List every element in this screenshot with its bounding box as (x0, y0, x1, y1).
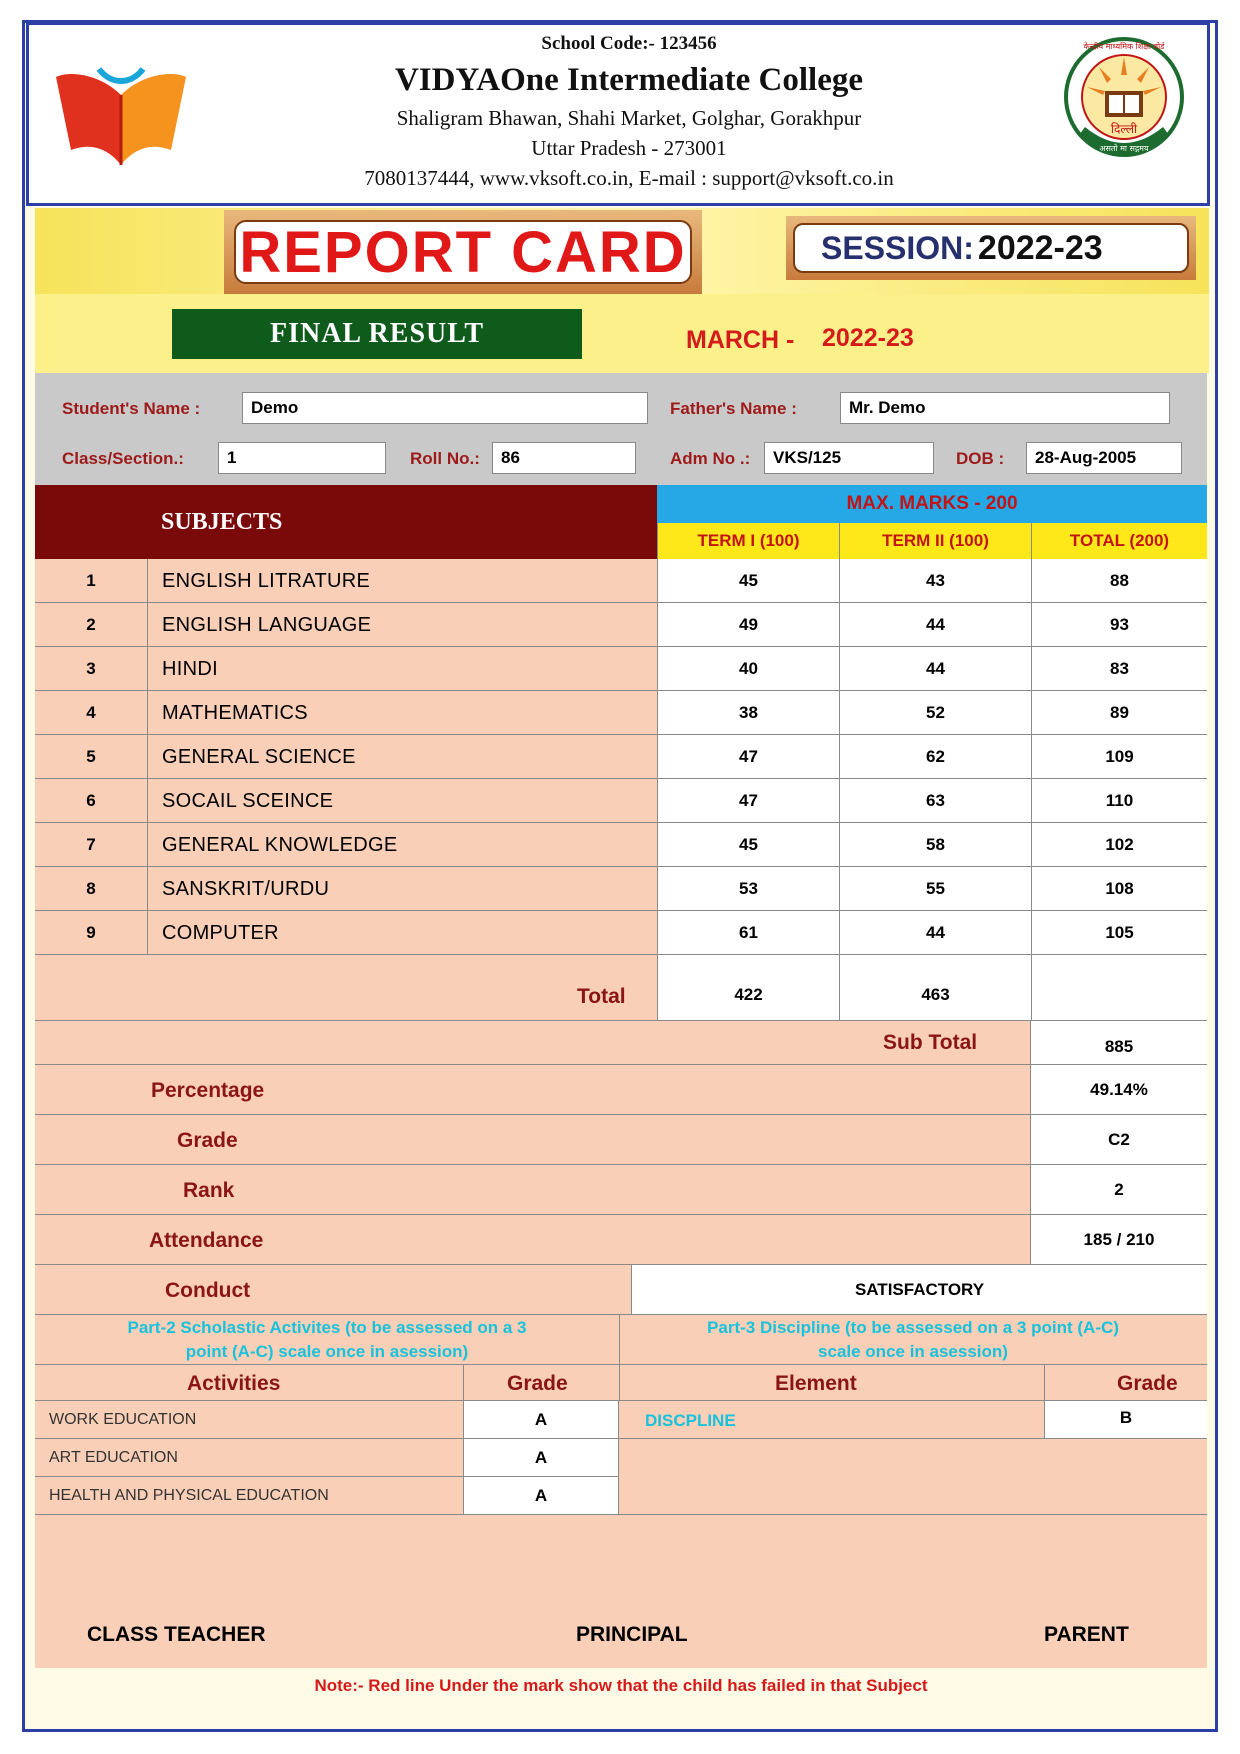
subject-name: GENERAL KNOWLEDGE (148, 823, 657, 866)
roll-label: Roll No.: (410, 449, 480, 468)
part2-grade-header: Grade (507, 1372, 568, 1395)
class-field: 1 (218, 442, 386, 474)
contact-line: 7080137444, www.vksoft.co.in, E-mail : support@vksoft.co.in (364, 166, 894, 190)
open-book-logo-icon (51, 55, 191, 175)
percentage-label: Percentage (151, 1079, 265, 1102)
total-mark: 110 (1031, 779, 1207, 822)
term1-mark: 47 (657, 735, 839, 778)
row-number: 5 (35, 735, 148, 778)
table-row (35, 779, 1207, 823)
term2-mark: 43 (839, 559, 1031, 602)
subtotal-row (35, 1021, 1207, 1065)
cbse-seal-icon (1059, 35, 1189, 175)
term2-total: 463 (839, 955, 1031, 1020)
row-number: 9 (35, 911, 148, 954)
activities-header: Activities (187, 1372, 281, 1395)
parent-signature: PARENT (1044, 1623, 1129, 1646)
term2-header: TERM II (100) (839, 523, 1031, 559)
rank-label: Rank (183, 1179, 235, 1202)
class-teacher-signature: CLASS TEACHER (87, 1623, 266, 1646)
term2-mark: 62 (839, 735, 1031, 778)
attendance-row (35, 1215, 1207, 1265)
subject-name: SANSKRIT/URDU (148, 867, 657, 910)
term1-mark: 47 (657, 779, 839, 822)
term2-mark: 44 (839, 647, 1031, 690)
report-card-title-frame (224, 210, 702, 294)
row-number: 3 (35, 647, 148, 690)
subjects-header: SUBJECTS (35, 485, 657, 559)
class-label: Class/Section.: (62, 449, 184, 468)
table-row (35, 647, 1207, 691)
part3-heading-line2: scale once in asession) (818, 1342, 1008, 1361)
max-marks-header: MAX. MARKS - 200 (657, 485, 1207, 523)
term2-mark: 44 (839, 911, 1031, 954)
subject-name: GENERAL SCIENCE (148, 735, 657, 778)
term1-mark: 45 (657, 559, 839, 602)
attendance-label: Attendance (149, 1229, 264, 1252)
grade-row (35, 1115, 1207, 1165)
session-frame (786, 216, 1196, 280)
part2-heading (40, 1316, 614, 1364)
conduct-label: Conduct (165, 1279, 251, 1302)
discipline-element: DISCPLINE (645, 1411, 736, 1430)
session-label: SESSION: (821, 229, 974, 266)
adm-field: VKS/125 (764, 442, 934, 474)
total-mark: 109 (1031, 735, 1207, 778)
final-result-label: FINAL RESULT (172, 309, 582, 359)
percentage-value: 49.14% (1030, 1065, 1207, 1114)
row-number: 8 (35, 867, 148, 910)
school-info (219, 31, 1039, 193)
father-name-field: Mr. Demo (840, 392, 1170, 424)
term1-total: 422 (657, 955, 839, 1020)
address-line-1: Shaligram Bhawan, Shahi Market, Golghar, Gorakhpur (396, 106, 862, 130)
total-row (35, 955, 1207, 1021)
total-label: Total (577, 985, 626, 1008)
subject-name: MATHEMATICS (148, 691, 657, 734)
seal-board-text: केन्द्रीय माध्यमिक शिक्षा बोर्ड (1083, 42, 1165, 51)
session-box (793, 223, 1189, 273)
report-card-title: REPORT CARD (234, 220, 692, 284)
total-mark: 89 (1031, 691, 1207, 734)
session-value: 2022-23 (977, 228, 1103, 267)
term1-mark: 53 (657, 867, 839, 910)
failure-note: Note:- Red line Under the mark show that the child has failed in that Subject (35, 1668, 1207, 1704)
rank-value: 2 (1030, 1165, 1207, 1214)
conduct-value: SATISFACTORY (631, 1265, 1207, 1314)
subject-name: ENGLISH LANGUAGE (148, 603, 657, 646)
student-name-label: Student's Name : (62, 399, 201, 418)
total-mark: 88 (1031, 559, 1207, 602)
school-header (26, 22, 1210, 206)
subject-name: HINDI (148, 647, 657, 690)
table-row (35, 823, 1207, 867)
term2-mark: 58 (839, 823, 1031, 866)
activity-name: HEALTH AND PHYSICAL EDUCATION (49, 1487, 329, 1504)
student-name-field: Demo (242, 392, 648, 424)
adm-label: Adm No .: (670, 449, 751, 468)
term2-mark: 52 (839, 691, 1031, 734)
row-number: 1 (35, 559, 148, 602)
seal-motto-text: असतो मा सद्गमय (1099, 144, 1149, 153)
table-row (35, 559, 1207, 603)
part2-heading-line1: Part-2 Scholastic Activites (to be assessed on a 3 (127, 1318, 527, 1337)
subject-name: SOCAIL SCEINCE (148, 779, 657, 822)
total-mark: 105 (1031, 911, 1207, 954)
part3-heading (622, 1316, 1204, 1364)
school-code: School Code:- 123456 (541, 33, 717, 54)
attendance-value: 185 / 210 (1030, 1215, 1207, 1264)
exam-year: 2022-23 (822, 324, 914, 352)
table-row (35, 691, 1207, 735)
father-name-label: Father's Name : (670, 399, 797, 418)
total-mark: 83 (1031, 647, 1207, 690)
activity-grade: A (463, 1401, 619, 1438)
subject-name: ENGLISH LITRATURE (148, 559, 657, 602)
part2-heading-line2: point (A-C) scale once in asession) (185, 1342, 469, 1361)
dob-field: 28-Aug-2005 (1026, 442, 1182, 474)
activity-row (35, 1477, 1207, 1515)
subtotal-value: 885 (1030, 1021, 1207, 1064)
parts-column-header-row (35, 1365, 1207, 1401)
activity-grade: A (463, 1439, 619, 1477)
row-number: 7 (35, 823, 148, 866)
rank-row (35, 1165, 1207, 1215)
table-row (35, 735, 1207, 779)
total-mark: 93 (1031, 603, 1207, 646)
row-number: 6 (35, 779, 148, 822)
grade-value: C2 (1030, 1115, 1207, 1164)
row-number: 4 (35, 691, 148, 734)
activity-grade: A (463, 1477, 619, 1514)
term2-mark: 44 (839, 603, 1031, 646)
address-line-2: Uttar Pradesh - 273001 (531, 136, 727, 160)
conduct-row (35, 1265, 1207, 1315)
seal-city-text: दिल्ली (1110, 122, 1138, 136)
table-row (35, 867, 1207, 911)
grade-label: Grade (177, 1129, 238, 1152)
row-number: 2 (35, 603, 148, 646)
roll-field: 86 (492, 442, 636, 474)
subtotal-label: Sub Total (883, 1031, 978, 1054)
part3-heading-line1: Part-3 Discipline (to be assessed on a 3 point (A-C) (707, 1318, 1119, 1337)
activity-name: ART EDUCATION (49, 1449, 178, 1466)
exam-month: MARCH - (686, 326, 795, 354)
term1-mark: 49 (657, 603, 839, 646)
principal-signature: PRINCIPAL (576, 1623, 688, 1646)
term2-mark: 55 (839, 867, 1031, 910)
total-mark: 108 (1031, 867, 1207, 910)
subject-name: COMPUTER (148, 911, 657, 954)
term1-mark: 38 (657, 691, 839, 734)
activity-row (35, 1439, 1207, 1477)
table-row (35, 603, 1207, 647)
dob-label: DOB : (956, 449, 1005, 468)
term2-mark: 63 (839, 779, 1031, 822)
total-mark: 102 (1031, 823, 1207, 866)
term1-header: TERM I (100) (657, 523, 839, 559)
activity-name: WORK EDUCATION (49, 1411, 197, 1428)
term1-mark: 45 (657, 823, 839, 866)
blank-total-cell (1031, 955, 1207, 1020)
percentage-row (35, 1065, 1207, 1115)
term1-mark: 40 (657, 647, 839, 690)
activity-row (35, 1401, 1207, 1439)
term1-mark: 61 (657, 911, 839, 954)
part3-grade-header: Grade (1117, 1372, 1178, 1395)
discipline-grade: B (1044, 1401, 1207, 1438)
table-row (35, 911, 1207, 955)
total-header: TOTAL (200) (1031, 523, 1207, 559)
school-name: VIDYAOne Intermediate College (394, 62, 864, 98)
element-header: Element (775, 1372, 857, 1395)
